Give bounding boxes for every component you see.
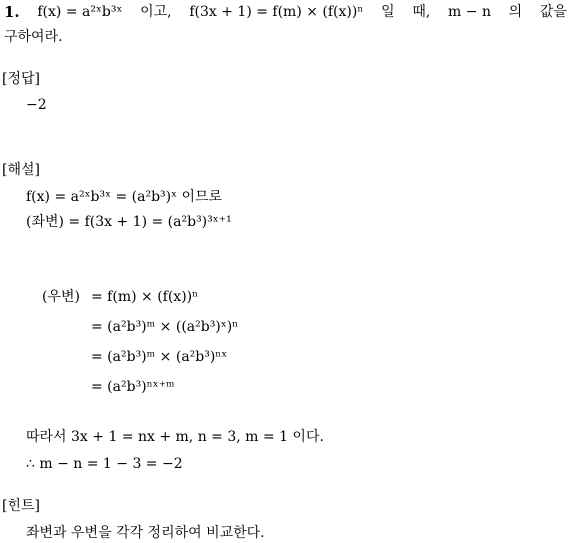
problem-text-part: m − n [448,4,491,20]
problem-text-part: 값을 [539,4,567,20]
problem-text-part: 이고, [140,4,172,20]
problem-text-part: 일 [381,4,395,20]
hint-text: 좌변과 우변을 각각 정리하여 비교한다. [26,525,265,541]
derivation-step: = (a²b³)ᵐ × ((a²b³)ˣ)ⁿ [91,319,239,335]
conclusion-line-1: 따라서 3x + 1 = nx + m, n = 3, m = 1 이다. [26,429,324,445]
answer-label: [정답] [2,71,40,87]
problem-text-part: f(3x + 1) = f(m) × (f(x))ⁿ [189,4,364,20]
problem-number: 1. [4,3,20,21]
explanation-line-2: (좌변) = f(3x + 1) = (a²b³)³ˣ⁺¹ [26,214,232,230]
derivation-step: = (a²b³)ᵐ × (a²b³)ⁿˣ [91,349,228,365]
problem-text-part: 때, [412,4,431,20]
derivation-step: = (a²b³)ⁿˣ⁺ᵐ [91,379,175,395]
answer-value: −2 [26,97,47,113]
problem-text-part: f(x) = a²ˣb³ˣ [37,4,123,20]
right-side-label: (우변) [42,289,80,305]
conclusion-line-2: ∴ m − n = 1 − 3 = −2 [26,456,183,472]
problem-line-1 [4,3,567,21]
hint-label: [힌트] [2,498,40,514]
derivation-step: = f(m) × (f(x))ⁿ [91,289,199,305]
problem-line-2: 구하여라. [4,29,63,45]
explanation-label: [해설] [2,162,40,178]
problem-text-part: 의 [508,4,523,20]
explanation-line-1: f(x) = a²ˣb³ˣ = (a²b³)ˣ 이므로 [26,189,223,205]
